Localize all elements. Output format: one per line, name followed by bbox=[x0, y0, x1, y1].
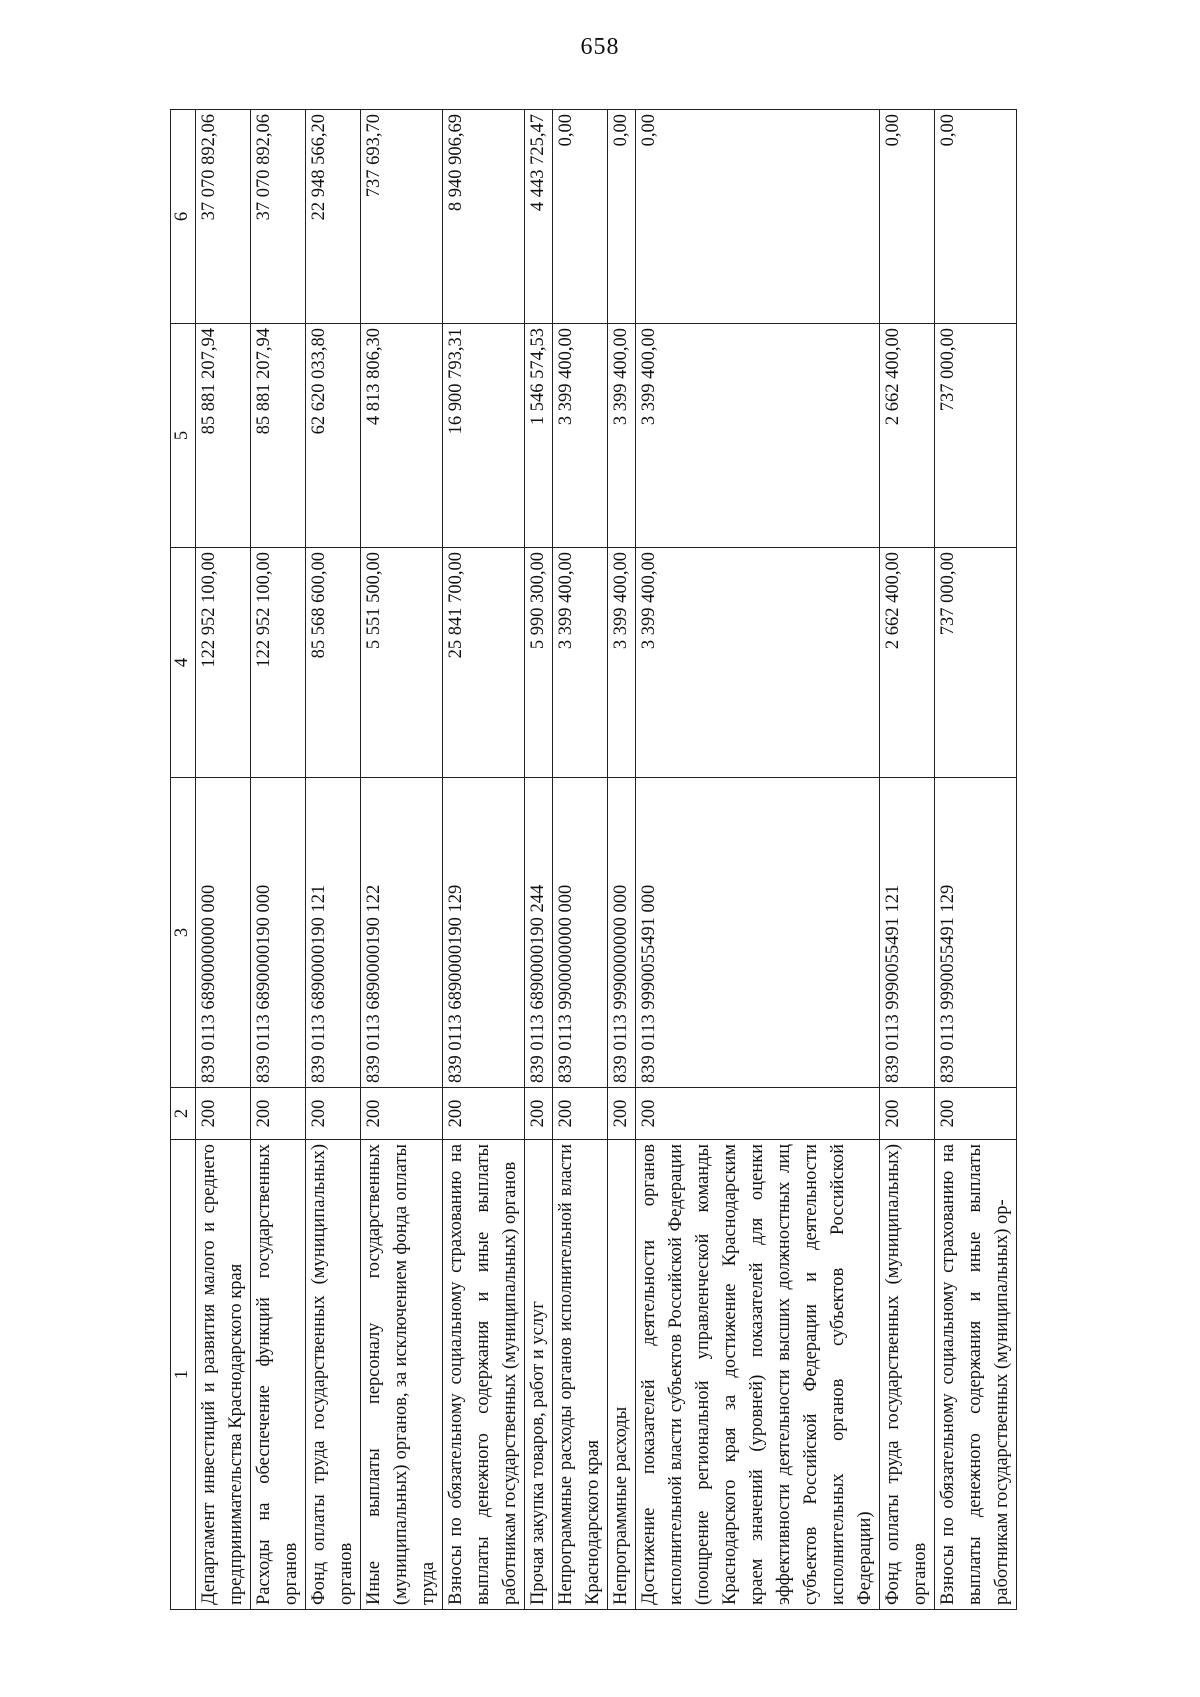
code-cell: 200 bbox=[553, 1088, 608, 1140]
expense-name-cell: Взносы по обязательному социальному страхованию на выплаты денежного содержания и иные выплаты работникам государственных (муниципальных) органов bbox=[443, 1140, 525, 1610]
amount-cell: 737 000,00 bbox=[935, 548, 1017, 778]
amount-cell: 737 000,00 bbox=[935, 324, 1017, 548]
amount-cell: 737 693,70 bbox=[361, 110, 443, 324]
table-row bbox=[553, 110, 608, 1610]
amount-cell: 2 662 400,00 bbox=[880, 548, 935, 778]
expense-name-cell: Непрограммные расходы bbox=[608, 1140, 636, 1610]
amount-cell: 3 399 400,00 bbox=[636, 548, 880, 778]
classification-code-cell: 839 0113 9900000000 000 bbox=[553, 778, 608, 1088]
table-row bbox=[443, 110, 525, 1610]
code-cell: 200 bbox=[935, 1088, 1017, 1140]
expense-name-cell: Расходы на обеспечение функций государственных органов bbox=[251, 1140, 306, 1610]
expense-name-cell: Взносы по обязательному социальному страхованию на выплаты денежного содержания и иные выплаты работникам государственных (муниципальных) ор- bbox=[935, 1140, 1017, 1610]
classification-code-cell: 839 0113 6890000190 000 bbox=[251, 778, 306, 1088]
classification-code-cell: 839 0113 6890000000 000 bbox=[196, 778, 251, 1088]
expense-name-cell: Фонд оплаты труда государственных (муниципальных) органов bbox=[306, 1140, 361, 1610]
classification-code-cell: 839 0113 6890000190 121 bbox=[306, 778, 361, 1088]
classification-code-cell: 839 0113 6890000190 122 bbox=[361, 778, 443, 1088]
amount-cell: 0,00 bbox=[880, 110, 935, 324]
table-row bbox=[636, 110, 880, 1610]
code-cell: 200 bbox=[525, 1088, 553, 1140]
amount-cell: 85 881 207,94 bbox=[251, 324, 306, 548]
table-row bbox=[880, 110, 935, 1610]
code-cell: 200 bbox=[443, 1088, 525, 1140]
amount-cell: 8 940 906,69 bbox=[443, 110, 525, 324]
classification-code-cell: 839 0113 6890000190 244 bbox=[525, 778, 553, 1088]
expense-name-cell: Непрограммные расходы органов исполнительной власти Краснодарского края bbox=[553, 1140, 608, 1610]
amount-cell: 62 620 033,80 bbox=[306, 324, 361, 548]
code-cell: 200 bbox=[880, 1088, 935, 1140]
amount-cell: 0,00 bbox=[608, 110, 636, 324]
expense-name-cell: Прочая закупка товаров, работ и услуг bbox=[525, 1140, 553, 1610]
expense-name-cell: Департамент инвестиций и развития малого и среднего предпринимательства Краснодарского края bbox=[196, 1140, 251, 1610]
code-cell: 200 bbox=[636, 1088, 880, 1140]
amount-cell: 0,00 bbox=[553, 110, 608, 324]
amount-cell: 5 990 300,00 bbox=[525, 548, 553, 778]
code-cell: 200 bbox=[361, 1088, 443, 1140]
expense-name-cell: Фонд оплаты труда государственных (муниципальных) органов bbox=[880, 1140, 935, 1610]
code-cell: 200 bbox=[306, 1088, 361, 1140]
column-header: 5 bbox=[171, 324, 196, 548]
amount-cell: 22 948 566,20 bbox=[306, 110, 361, 324]
expense-name-cell: Достижение показателей деятельности органов исполнительной власти субъектов Российской Федерации (поощрение региональной управленческой команды Краснодарского края за достижение Краснодарским краем значений (уровней) показателей для оценки эффективности деятельности высших должностных лиц субъектов Российской Федерации и деятельности исполнительных органов субъектов Российской Федерации) bbox=[636, 1140, 880, 1610]
amount-cell: 85 568 600,00 bbox=[306, 548, 361, 778]
table-header-row bbox=[171, 110, 196, 1610]
amount-cell: 37 070 892,06 bbox=[196, 110, 251, 324]
classification-code-cell: 839 0113 9990000000 000 bbox=[608, 778, 636, 1088]
amount-cell: 25 841 700,00 bbox=[443, 548, 525, 778]
budget-table bbox=[170, 109, 1017, 1610]
amount-cell: 4 813 806,30 bbox=[361, 324, 443, 548]
amount-cell: 3 399 400,00 bbox=[553, 548, 608, 778]
amount-cell: 1 546 574,53 bbox=[525, 324, 553, 548]
column-header: 4 bbox=[171, 548, 196, 778]
expense-name-cell: Иные выплаты персоналу государственных (муниципальных) органов, за исключением фонда оплаты труда bbox=[361, 1140, 443, 1610]
amount-cell: 5 551 500,00 bbox=[361, 548, 443, 778]
code-cell: 200 bbox=[196, 1088, 251, 1140]
classification-code-cell: 839 0113 9990055491 121 bbox=[880, 778, 935, 1088]
column-header: 3 bbox=[171, 778, 196, 1088]
code-cell: 200 bbox=[608, 1088, 636, 1140]
column-header: 2 bbox=[171, 1088, 196, 1140]
amount-cell: 16 900 793,31 bbox=[443, 324, 525, 548]
classification-code-cell: 839 0113 9990055491 129 bbox=[935, 778, 1017, 1088]
column-header: 6 bbox=[171, 110, 196, 324]
table-row bbox=[608, 110, 636, 1610]
table-row bbox=[196, 110, 251, 1610]
classification-code-cell: 839 0113 6890000190 129 bbox=[443, 778, 525, 1088]
amount-cell: 0,00 bbox=[636, 110, 880, 324]
amount-cell: 4 443 725,47 bbox=[525, 110, 553, 324]
amount-cell: 0,00 bbox=[935, 110, 1017, 324]
amount-cell: 3 399 400,00 bbox=[608, 548, 636, 778]
table-row bbox=[935, 110, 1017, 1610]
amount-cell: 85 881 207,94 bbox=[196, 324, 251, 548]
amount-cell: 122 952 100,00 bbox=[251, 548, 306, 778]
column-header: 1 bbox=[171, 1140, 196, 1610]
table-row bbox=[361, 110, 443, 1610]
amount-cell: 2 662 400,00 bbox=[880, 324, 935, 548]
table-row bbox=[525, 110, 553, 1610]
rotated-table-container bbox=[170, 110, 1130, 1610]
amount-cell: 3 399 400,00 bbox=[636, 324, 880, 548]
amount-cell: 122 952 100,00 bbox=[196, 548, 251, 778]
amount-cell: 3 399 400,00 bbox=[553, 324, 608, 548]
table-row bbox=[251, 110, 306, 1610]
table-row bbox=[306, 110, 361, 1610]
code-cell: 200 bbox=[251, 1088, 306, 1140]
amount-cell: 3 399 400,00 bbox=[608, 324, 636, 548]
classification-code-cell: 839 0113 9990055491 000 bbox=[636, 778, 880, 1088]
page-number: 658 bbox=[580, 34, 620, 60]
amount-cell: 37 070 892,06 bbox=[251, 110, 306, 324]
